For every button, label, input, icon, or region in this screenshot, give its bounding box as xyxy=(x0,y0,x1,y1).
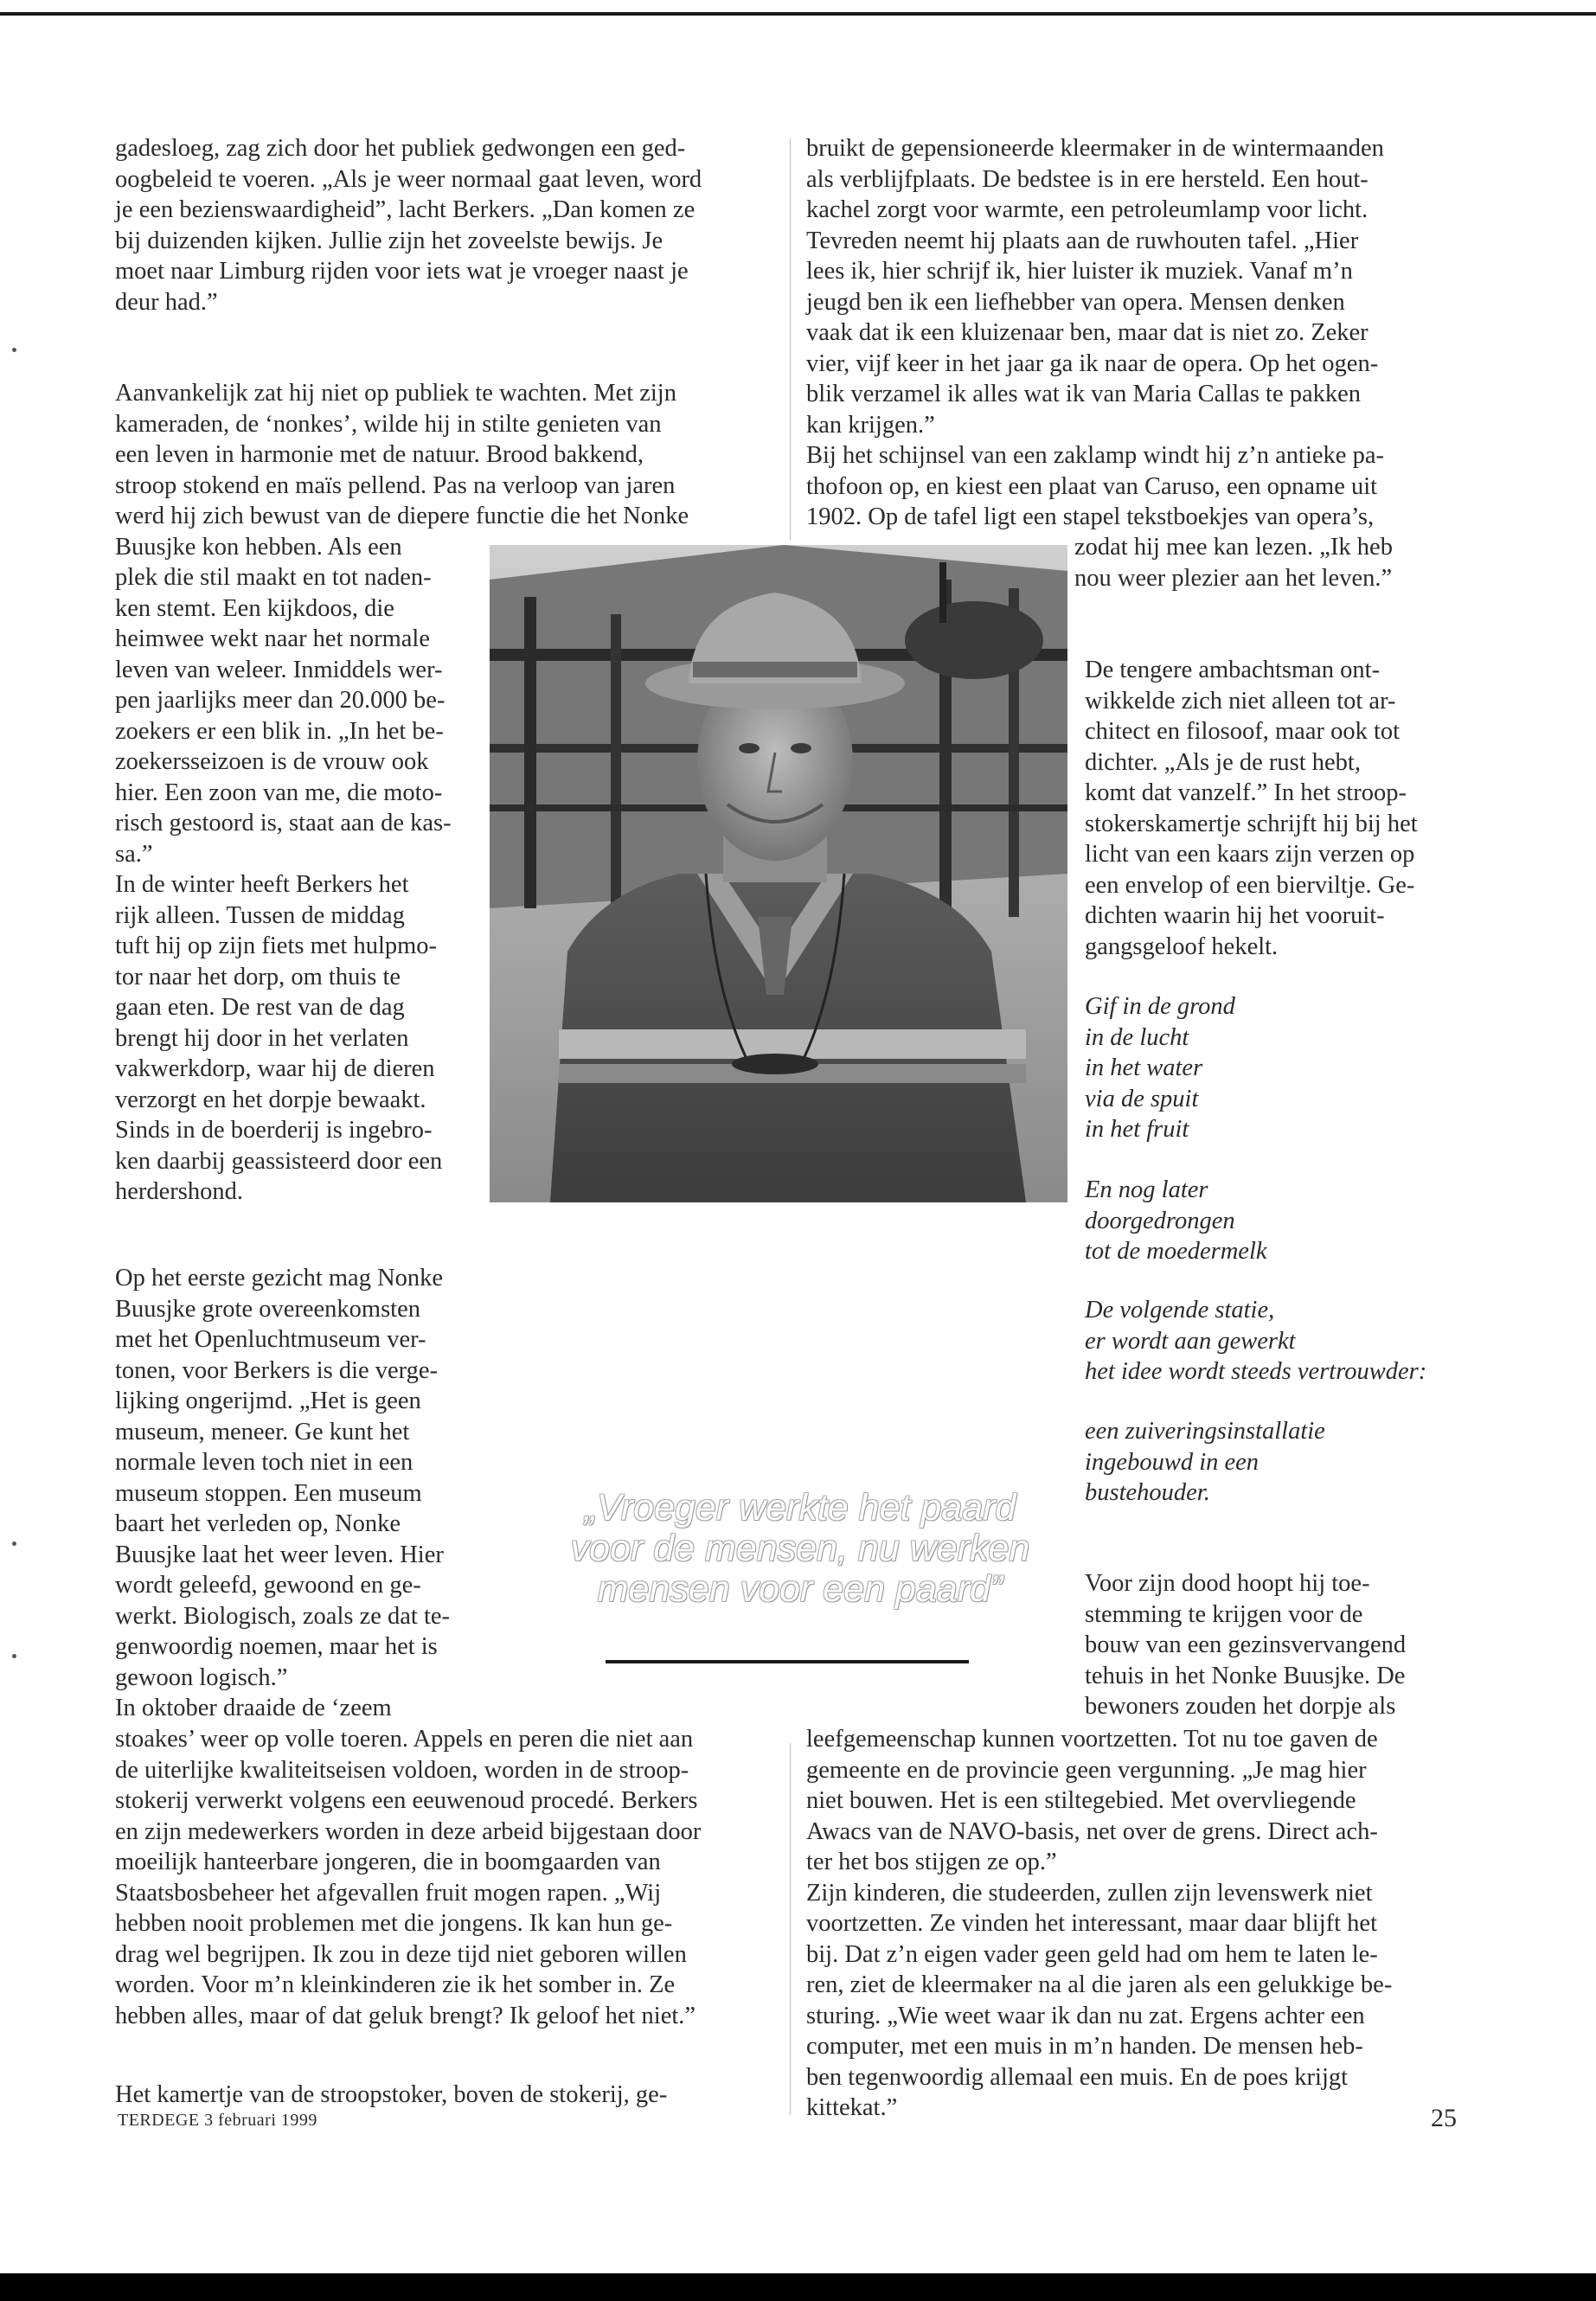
poem-stanza: En nog later doorgedrongen tot de moedermelk xyxy=(1085,1176,1267,1265)
page-number: 25 xyxy=(1431,2104,1457,2132)
publication-footer: TERDEGE 3 februari 1999 xyxy=(118,2111,317,2130)
poem-stanza: een zuiveringsinstallatie ingebouwd in een bustehouder. xyxy=(1085,1418,1325,1506)
left-paragraph-3: Op het eerste gezicht mag Nonke Buusjke grote overeenkomsten met het Openluchtmuseum ver- tonen, voor Berkers is die verge- lijking ongerijmd. „Het is geen museum, meneer. Ge kunt het normale leven toch niet in een museum stoppen. Een museum baart het verleden op, Nonke Buusjke laat het weer leven. Hier wordt geleefd, gewoond en ge- werkt. Biologisch, zoals ze dat te- genwoordig noemen, maar het is gewoon logisch.” In oktober draaide de ‘zeem xyxy=(115,1265,451,1721)
margin-mark xyxy=(12,1654,16,1658)
right-paragraph-1: bruikt de gepensioneerde kleermaker in de wintermaanden als verblijfplaats. De bedstee is in ere hersteld. Een hout- kachel zorgt voor warmte, een petroleumlamp voor licht. Tevreden neemt hij plaats aan de ruwhouten tafel. „Hier lees ik, hier schrijf ik, hier luister ik muziek. Vanaf m’n jeugd ben ik een liefhebber van opera. Mensen denken vaak dat ik een kluizenaar ben, maar dat is niet zo. Zeker vier, vijf keer in het jaar ga ik naar de opera. Op het ogen- blik verzamel ik alles wat ik van Maria Callas te pakken kan krijgen.” Bij het schijnsel van een zaklamp windt hij z’n antieke pa- thofoon op, en kiest een plaat van Caruso, een opname uit 1902. Op de tafel ligt een stapel tekstboekjes van opera’s, xyxy=(806,135,1384,530)
column-divider-top xyxy=(790,138,791,541)
pull-quote-rule xyxy=(606,1660,969,1663)
left-paragraph-2: Aanvankelijk zat hij niet op publiek te wachten. Met zijn kameraden, de ‘nonkes’, wilde hij in stilte genieten van een leven in harmonie met de natuur. Brood bakkend, stroop stokend en maïs pellend. Pas na verloop van jaren werd hij zich bewust van de diepere functie die het Nonke Buusjke kon hebben. Als een xyxy=(115,380,689,561)
left-paragraph-2-continued: plek die stil maakt en tot naden- ken stemt. Een kijkdoos, die heimwee wekt naar het normale leven van weleer. Inmiddels wer- pen jaarlijks meer dan 20.000 be- zoekers er een blik in. „In het be- zoekersseizoen is de vrouw ook hier. Een zoon van me, die moto- risch gestoord is, staat aan de kas- sa.” In de winter heeft Berkers het rijk alleen. Tussen de middag tuft hij op zijn fiets met hulpmo- tor naar het dorp, om thuis te gaan eten. De rest van de dag brengt hij door in het verlaten vakwerkdorp, waar hij de dieren verzorgt en het dorpje bewaakt. Sinds in de boerderij is ingebro- ken daarbij geassisteerd door een herdershond. xyxy=(115,564,452,1205)
poem-stanza: De volgende statie, er wordt aan gewerkt het idee wordt steeds vertrouwder: xyxy=(1085,1297,1427,1385)
poem-stanza: Gif in de grond in de lucht in het water via de spuit in het fruit xyxy=(1085,993,1235,1143)
top-rule xyxy=(0,12,1596,16)
left-paragraph-3-continued: stoakes’ weer op volle toeren. Appels en peren die niet aan de uiterlijke kwaliteitseisen voldoen, worden in de stroop- stokerij verwerkt volgens een eeuwenoud procedé. Berkers en zijn medewerkers worden in deze arbeid bijgestaan door moeilijk hanteerbare jongeren, die in boomgaarden van Staatsbosbeheer het afgevallen fruit mogen rapen. „Wij hebben nooit problemen met die jongens. Ik kan hun ge- drag wel begrijpen. Ik zou in deze tijd niet geboren willen worden. Voor m’n kleinkinderen zie ik het somber in. Ze hebben alles, maar of dat geluk brengt? Ik geloof het niet.” xyxy=(115,1726,702,2029)
bottom-bar xyxy=(0,2273,1596,2301)
left-paragraph-4: Het kamertje van de stroopstoker, boven de stokerij, ge- xyxy=(115,2081,668,2108)
portrait-photo xyxy=(490,545,1067,1202)
right-paragraph-2: De tengere ambachtsman ont- wikkelde zich niet alleen tot ar- chitect en filosoof, maar ook tot dichter. „Als je de rust hebt, komt dat vanzelf.” In het stroop- stokerskamertje schrijft hij bij het licht van een kaars zijn verzen op een envelop of een bierviltje. Ge- dichten waarin hij het vooruit- gangsgeloof hekelt. xyxy=(1085,657,1418,960)
margin-mark xyxy=(12,348,16,352)
right-paragraph-3: Voor zijn dood hoopt hij toe- stemming te krijgen voor de bouw van een gezinsvervangend tehuis in het Nonke Buusjke. De bewoners zouden het dorpje als xyxy=(1085,1570,1407,1720)
right-paragraph-3-continued: leefgemeenschap kunnen voortzetten. Tot nu toe gaven de gemeente en de provincie geen vergunning. „Je mag hier niet bouwen. Het is een stiltegebied. Met overvliegende Awacs van de NAVO-basis, net over de grens. Direct ach- ter het bos stijgen ze op.” Zijn kinderen, die studeerden, zullen zijn levenswerk niet voortzetten. Ze vinden het interessant, maar daar blijft het bij. Dat z’n eigen vader geen geld had om hem te laten le- ren, ziet de kleermaker na al die jaren als een gelukkige be- sturing. „Wie weet waar ik dan nu zat. Ergens achter een computer, met een muis in m’n handen. De mensen heb- ben tegenwoordig allemaal een muis. En de poes krijgt kittekat.” xyxy=(806,1726,1393,2121)
right-paragraph-1-continued: zodat hij mee kan lezen. „Ik heb nou weer plezier aan het leven.” xyxy=(1074,534,1393,592)
margin-mark xyxy=(12,1541,16,1546)
column-divider-bottom xyxy=(790,1743,791,2115)
pull-quote: „Vroeger werkte het paard voor de mensen, nu werken mensen voor een paard” xyxy=(570,1487,1030,1610)
left-intro-paragraph: gadesloeg, zag zich door het publiek gedwongen een ged- oogbeleid te voeren. „Als je weer normaal gaat leven, word je een bezienswaardigheid”, lacht Berkers. „Dan komen ze bij duizenden kijken. Jullie zijn het zoveelste bewijs. Je moet naar Limburg rijden voor iets wat je vroeger naast je deur had.” xyxy=(115,135,702,316)
